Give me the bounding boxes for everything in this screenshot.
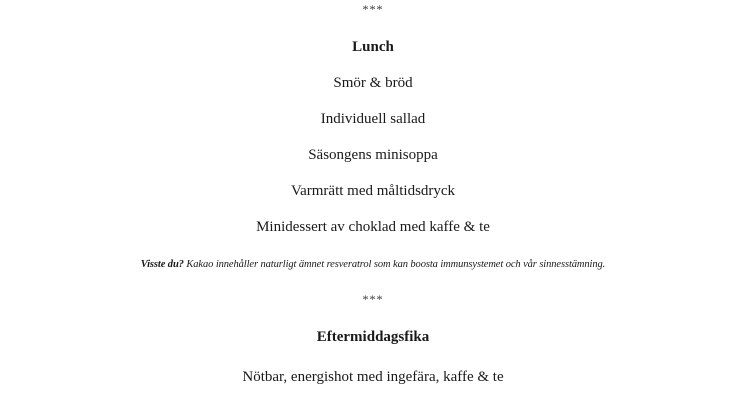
menu-item: Nötbar, energishot med ingefära, kaffe & te bbox=[242, 369, 504, 385]
did-you-know-text: Kakao innehåller naturligt ämnet resveratrol som kan boosta immunsystemet och vår sinnesstämning. bbox=[186, 259, 606, 270]
did-you-know-note bbox=[0, 259, 746, 270]
menu-item: Minidessert av choklad med kaffe & te bbox=[256, 219, 490, 235]
separator: *** bbox=[362, 2, 384, 16]
section-heading-lunch: Lunch bbox=[352, 39, 394, 55]
separator: *** bbox=[362, 292, 384, 306]
menu-item: Smör & bröd bbox=[333, 75, 413, 91]
menu-item: Individuell sallad bbox=[320, 111, 426, 127]
menu-item: Varmrätt med måltidsdryck bbox=[290, 183, 456, 199]
section-heading-eftermiddagsfika: Eftermiddagsfika bbox=[316, 329, 430, 345]
did-you-know-label: Visste du? bbox=[140, 259, 184, 270]
menu-item: Säsongens minisoppa bbox=[308, 147, 438, 163]
